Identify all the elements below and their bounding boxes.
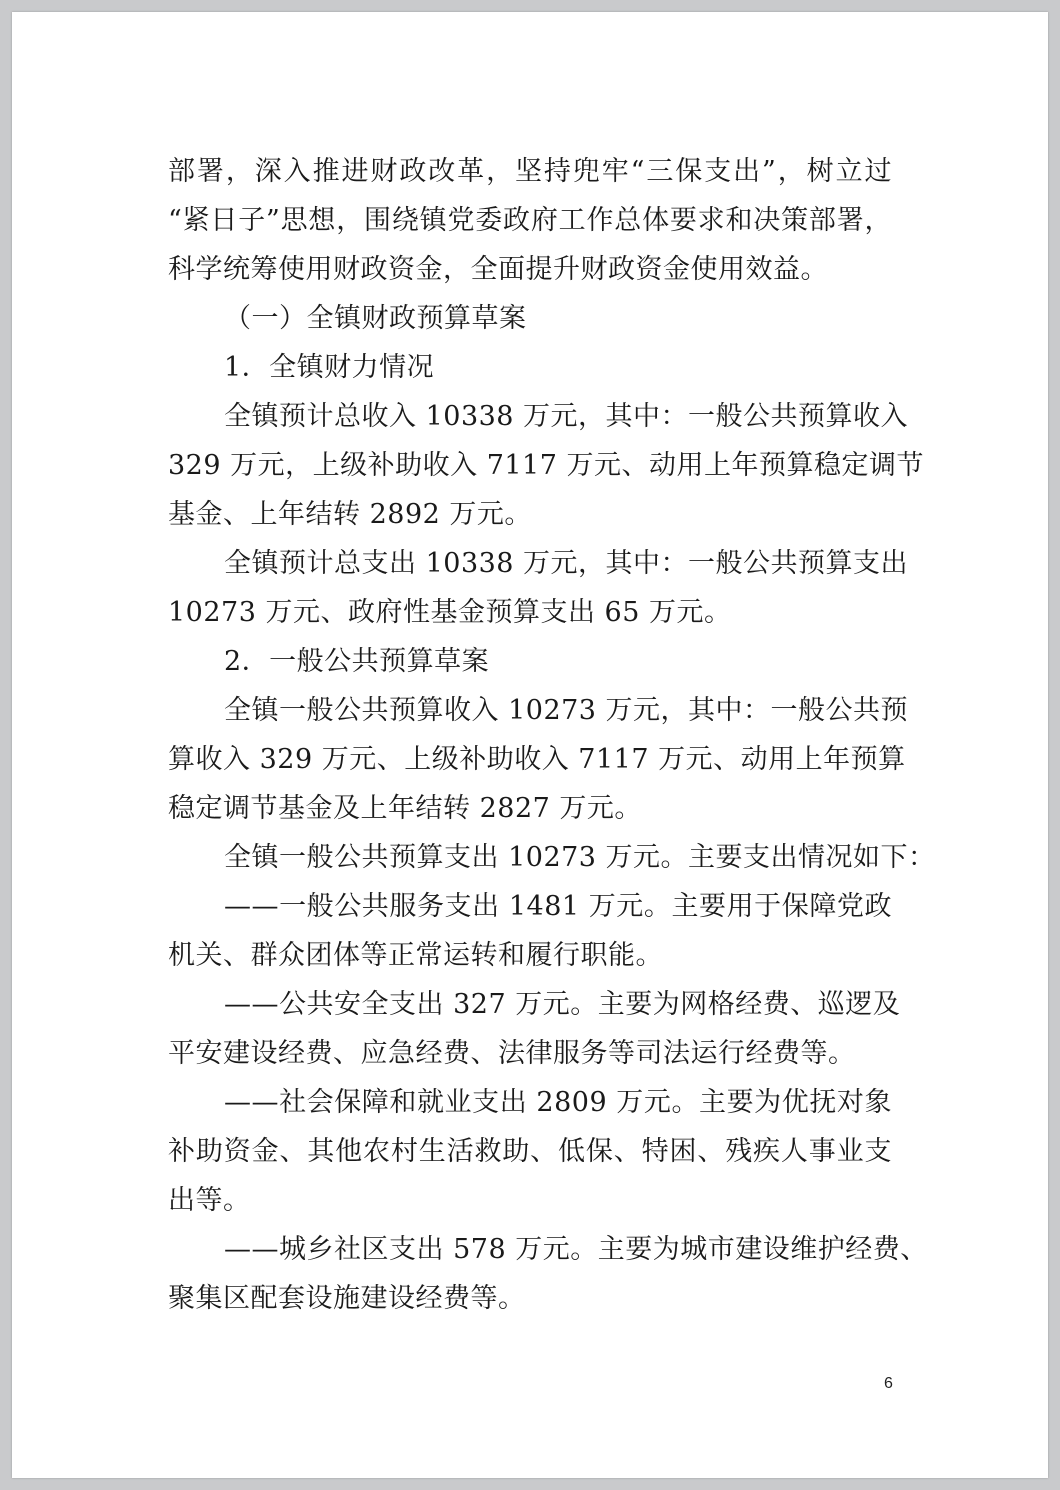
text-line: 全镇预计总支出 10338 万元，其中：一般公共预算支出: [224, 548, 909, 579]
subsection-heading: 1．全镇财力情况: [224, 352, 435, 383]
text-line: 出等。: [168, 1185, 251, 1216]
text-line: ——一般公共服务支出 1481 万元。主要用于保障党政: [224, 891, 892, 922]
subsection-heading: 2．一般公共预算草案: [224, 646, 490, 677]
text-line: ——城乡社区支出 578 万元。主要为城市建设维护经费、: [224, 1234, 928, 1265]
text-line: 部署，深入推进财政改革，坚持兜牢“三保支出”，树立过: [168, 156, 892, 187]
section-heading: （一）全镇财政预算草案: [224, 303, 527, 334]
text-line: 329 万元，上级补助收入 7117 万元、动用上年预算稳定调节: [168, 450, 924, 481]
text-line: ——公共安全支出 327 万元。主要为网格经费、巡逻及: [224, 989, 901, 1020]
text-line: 全镇一般公共预算收入 10273 万元，其中：一般公共预: [224, 695, 909, 726]
text-line: ——社会保障和就业支出 2809 万元。主要为优抚对象: [224, 1087, 892, 1118]
text-line: 聚集区配套设施建设经费等。: [168, 1283, 526, 1314]
text-line: 全镇预计总收入 10338 万元，其中：一般公共预算收入: [224, 401, 909, 432]
text-line: 平安建设经费、应急经费、法律服务等司法运行经费等。: [168, 1038, 856, 1069]
text-line: “紧日子”思想，围绕镇党委政府工作总体要求和决策部署，: [168, 205, 892, 236]
page-number: 6: [884, 1375, 893, 1392]
text-line: 补助资金、其他农村生活救助、低保、特困、残疾人事业支: [168, 1136, 892, 1167]
text-line: 全镇一般公共预算支出 10273 万元。主要支出情况如下：: [224, 842, 936, 873]
document-page: [12, 12, 1048, 1478]
text-line: 科学统筹使用财政资金，全面提升财政资金使用效益。: [168, 254, 828, 285]
text-line: 算收入 329 万元、上级补助收入 7117 万元、动用上年预算: [168, 744, 906, 775]
text-line: 机关、群众团体等正常运转和履行职能。: [168, 940, 663, 971]
text-line: 10273 万元、政府性基金预算支出 65 万元。: [168, 597, 732, 628]
text-line: 基金、上年结转 2892 万元。: [168, 499, 532, 530]
text-line: 稳定调节基金及上年结转 2827 万元。: [168, 793, 642, 824]
page-body: [168, 147, 936, 1323]
